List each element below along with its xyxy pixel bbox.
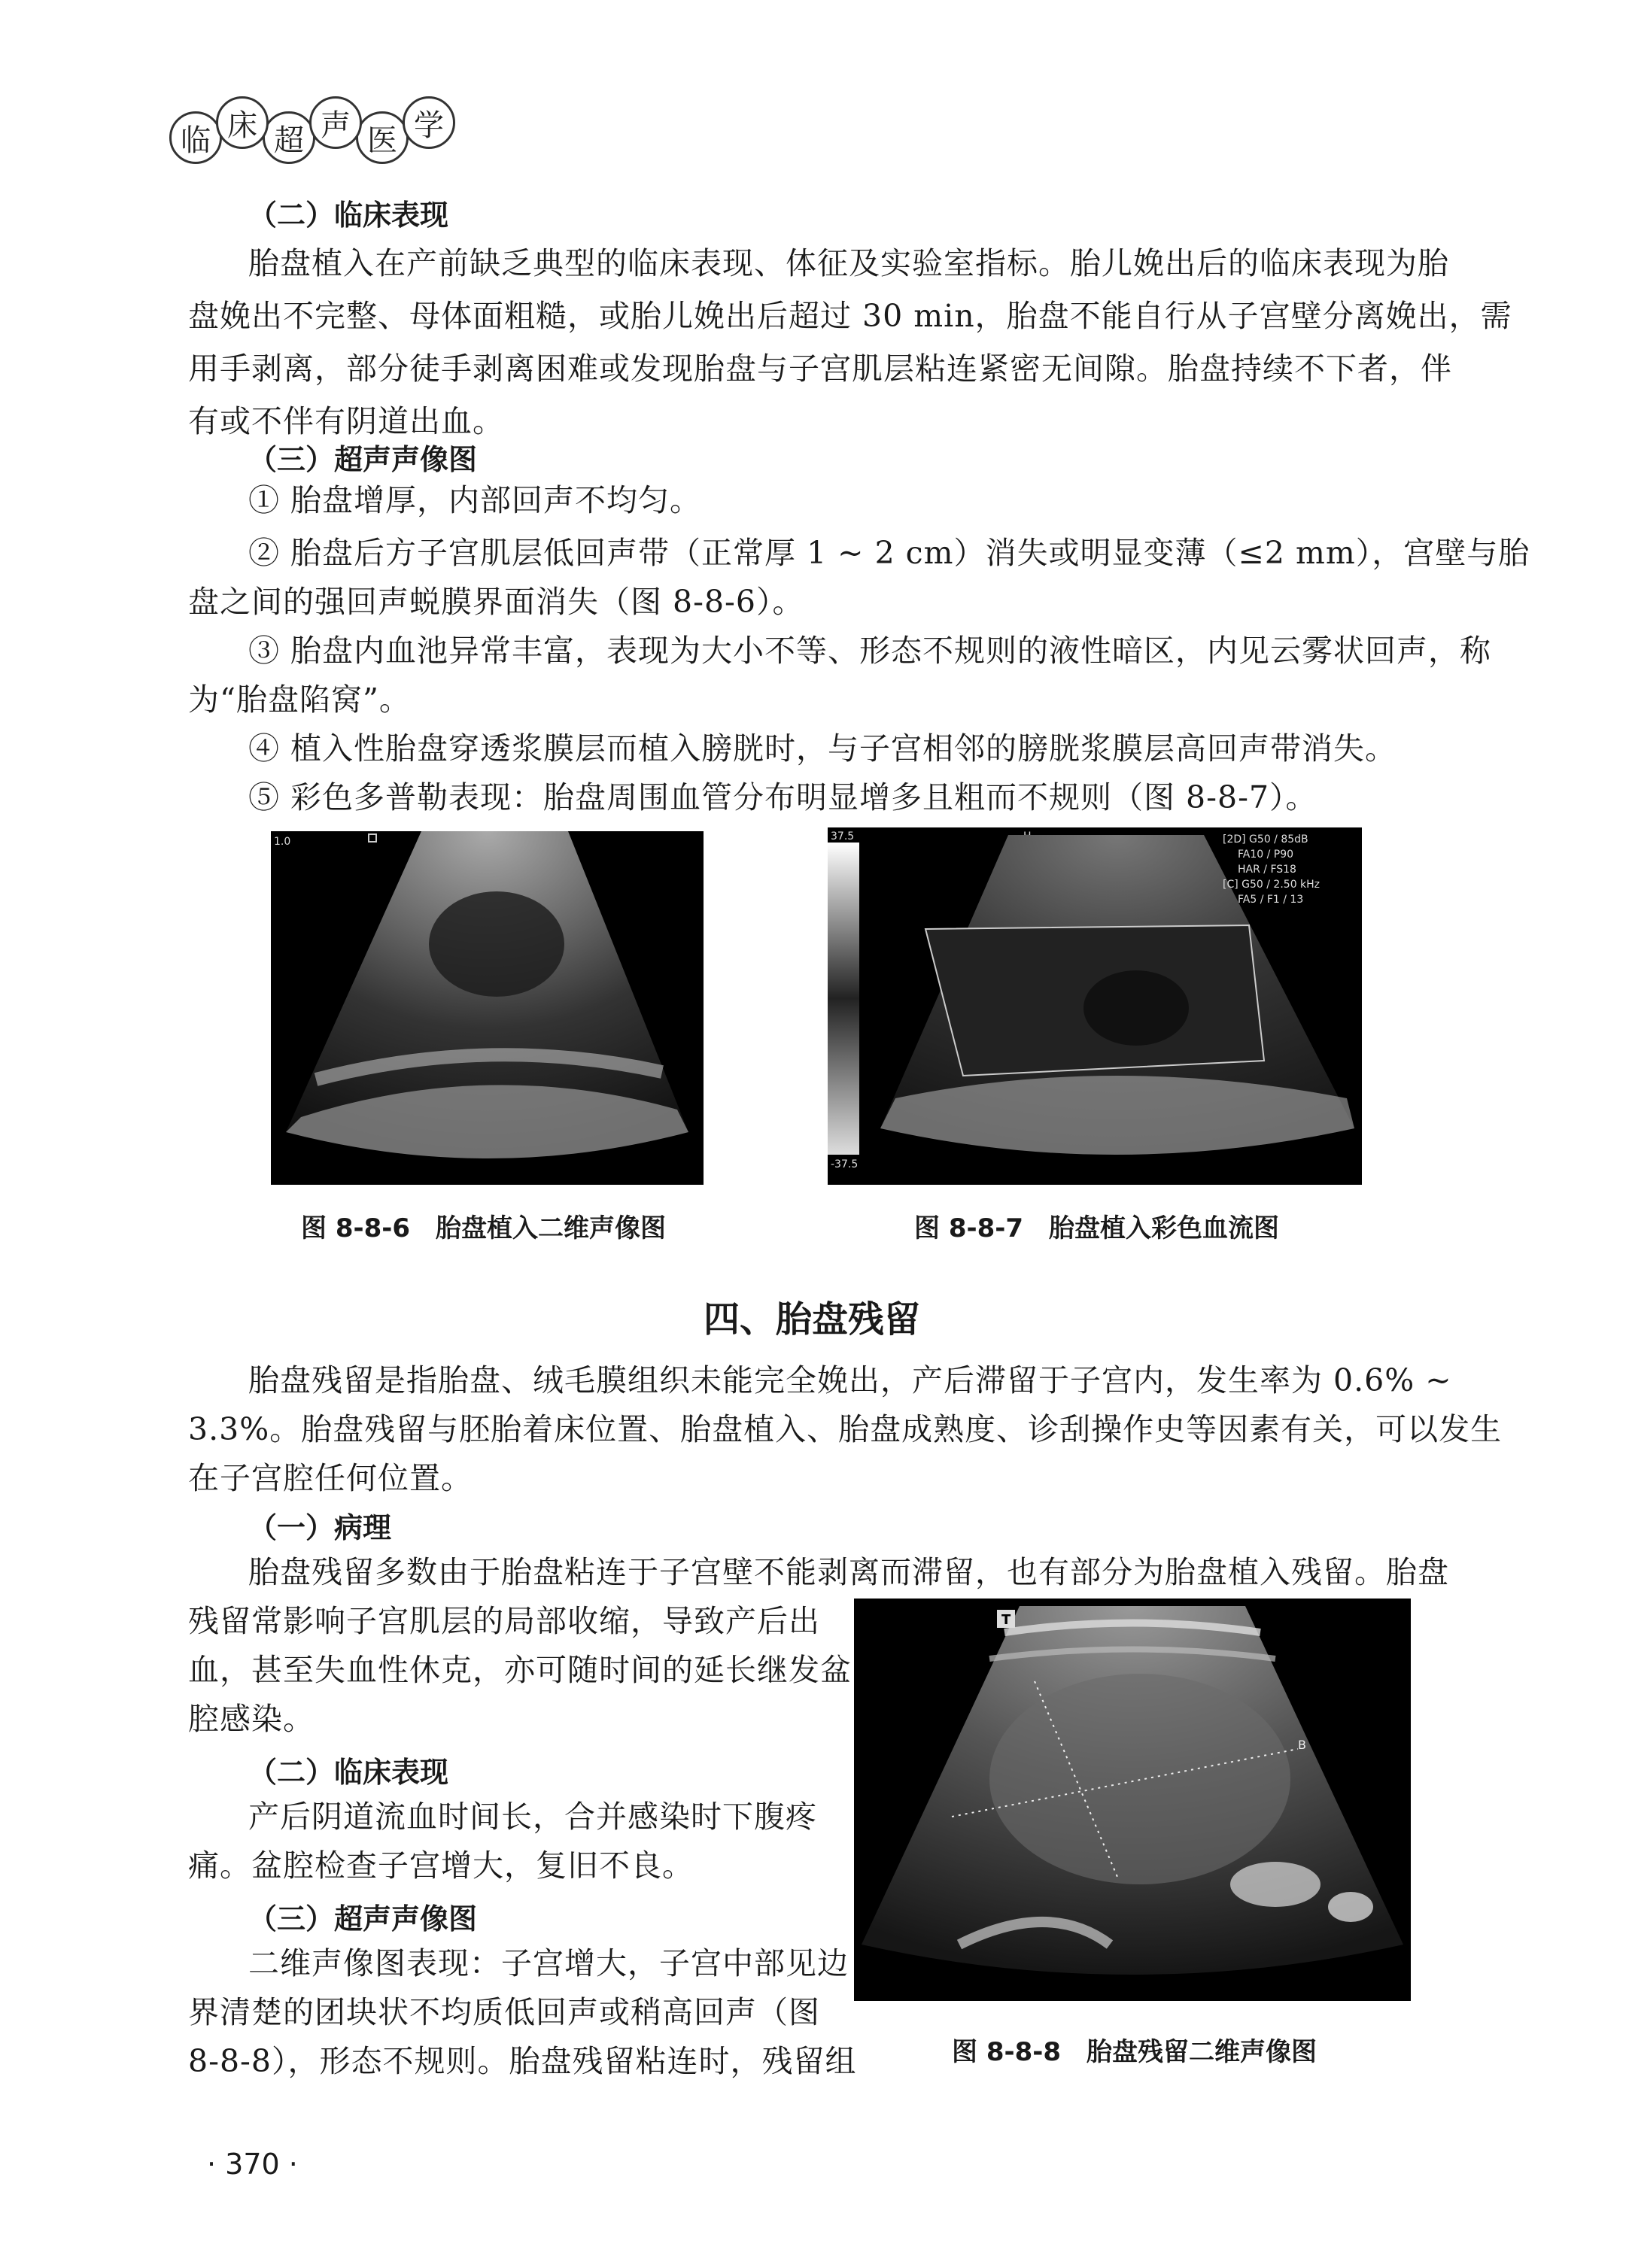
paragraph-line: 产后阴道流血时间长，合并感染时下腹疼 xyxy=(248,1799,817,1835)
paragraph-line: 盘娩出不完整、母体面粗糙，或胎儿娩出后超过 30 min，胎盘不能自行从子宫壁分离娩出，需 xyxy=(188,298,1512,334)
param-line: [C] G50 / 2.50 kHz xyxy=(1223,879,1321,891)
section-heading: （二）临床表现 xyxy=(248,199,449,232)
paragraph-line: 二维声像图表现：子宫增大，子宫中部见边 xyxy=(248,1945,849,1981)
book-title-header xyxy=(169,96,449,164)
section-heading: （三）超声声像图 xyxy=(248,1902,478,1936)
scale-bottom-label: -37.5 xyxy=(831,1158,859,1170)
list-item: ① 胎盘增厚，内部回声不均匀。 xyxy=(248,482,702,518)
color-scale-bar xyxy=(828,843,859,1155)
list-item: ② 胎盘后方子宫肌层低回声带（正常厚 1 ~ 2 cm）消失或明显变薄（≤2 mm），宫壁与胎 xyxy=(248,535,1530,571)
color-doppler-image xyxy=(828,827,1362,1185)
section-title: 四、胎盘残留 xyxy=(704,1298,921,1340)
paragraph-line: 有或不伴有阴道出血。 xyxy=(188,403,504,439)
figure-caption: 图 8-8-6 胎盘植入二维声像图 xyxy=(301,1213,667,1243)
overlay-label: 1.0 xyxy=(274,836,291,848)
ultrasound-image-retained-placenta xyxy=(854,1599,1411,2001)
header-char: 声 xyxy=(309,96,362,149)
doppler-scan-graphic xyxy=(828,827,1362,1185)
param-line: FA5 / F1 / 13 xyxy=(1238,894,1304,906)
figure-caption: 图 8-8-8 胎盘残留二维声像图 xyxy=(952,2037,1317,2067)
header-char: 医 xyxy=(356,111,409,164)
measure-label: B xyxy=(1298,1738,1306,1752)
scale-top-label: 37.5 xyxy=(831,830,855,843)
page-number: · 370 · xyxy=(207,2148,298,2181)
list-item: ③ 胎盘内血池异常丰富，表现为大小不等、形态不规则的液性暗区，内见云雾状回声，称 xyxy=(248,633,1492,669)
paragraph-line: 胎盘植入在产前缺乏典型的临床表现、体征及实验室指标。胎儿娩出后的临床表现为胎 xyxy=(248,245,1449,281)
header-char: 临 xyxy=(169,111,222,164)
figure-caption: 图 8-8-7 胎盘植入彩色血流图 xyxy=(914,1213,1280,1243)
paragraph-line: 血，甚至失血性休克，亦可随时间的延长继发盆 xyxy=(188,1652,852,1688)
probe-marker: T xyxy=(1001,1612,1011,1628)
ultrasound-scan-graphic xyxy=(854,1599,1411,2001)
paragraph-line: 界清楚的团块状不均质低回声或稍高回声（图 xyxy=(188,1994,820,2030)
paragraph-line: 盘之间的强回声蜕膜界面消失（图 8-8-6）。 xyxy=(188,584,804,620)
paragraph-line: 胎盘残留多数由于胎盘粘连于子宫壁不能剥离而滞留，也有部分为胎盘植入残留。胎盘 xyxy=(248,1554,1449,1590)
paragraph-line: 3.3%。胎盘残留与胚胎着床位置、胎盘植入、胎盘成熟度、诊刮操作史等因素有关，可以发生 xyxy=(188,1411,1503,1447)
header-char: 学 xyxy=(403,96,455,149)
paragraph-line: 胎盘残留是指胎盘、绒毛膜组织未能完全娩出，产后滞留于子宫内，发生率为 0.6% ~ xyxy=(248,1362,1452,1398)
paragraph-line: 痛。盆腔检查子宫增大，复旧不良。 xyxy=(188,1847,694,1884)
list-item: ④ 植入性胎盘穿透浆膜层而植入膀胱时，与子宫相邻的膀胱浆膜层高回声带消失。 xyxy=(248,730,1397,767)
ultrasound-image-2d xyxy=(271,831,704,1185)
paragraph-line: 8-8-8），形态不规则。胎盘残留粘连时，残留组 xyxy=(188,2043,857,2079)
paragraph-line: 用手剥离，部分徒手剥离困难或发现胎盘与子宫肌层粘连紧密无间隙。胎盘持续不下者，伴 xyxy=(188,351,1452,387)
section-heading: （二）临床表现 xyxy=(248,1756,449,1789)
section-heading: （一）病理 xyxy=(248,1511,392,1544)
paragraph-line: 在子宫腔任何位置。 xyxy=(188,1460,473,1496)
list-item: ⑤ 彩色多普勒表现：胎盘周围血管分布明显增多且粗而不规则（图 8-8-7）。 xyxy=(248,779,1317,815)
header-char: 超 xyxy=(263,111,315,164)
header-char: 床 xyxy=(216,96,269,149)
paragraph-line: 残留常影响子宫肌层的局部收缩，导致产后出 xyxy=(188,1603,820,1639)
paragraph-line: 为“胎盘陷窝”。 xyxy=(188,682,411,718)
param-line: [2D] G50 / 85dB xyxy=(1223,833,1308,846)
param-line: HAR / FS18 xyxy=(1238,864,1296,876)
section-heading: （三）超声声像图 xyxy=(248,443,478,476)
ultrasound-scan-graphic xyxy=(271,831,704,1185)
param-line: FA10 / P90 xyxy=(1238,849,1294,861)
paragraph-line: 腔感染。 xyxy=(188,1701,315,1737)
